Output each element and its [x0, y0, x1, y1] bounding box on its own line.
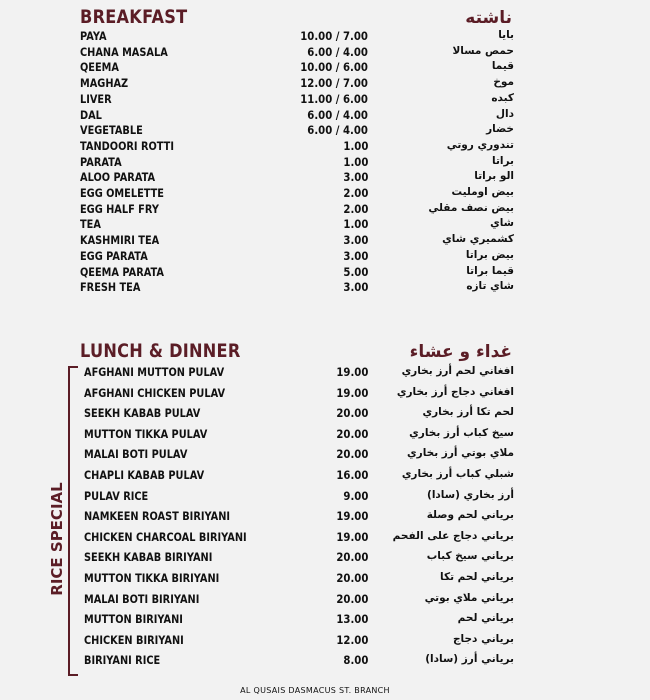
item-name-arabic: افغاني دجاج أرز بخاري — [396, 385, 514, 398]
item-name-arabic: شبلي كباب أرز بخاري — [401, 468, 514, 480]
menu-item — [0, 447, 650, 463]
item-price: 12.00 / 7.00 — [300, 76, 368, 91]
item-name: AFGHANI MUTTON PULAV — [84, 365, 225, 379]
item-price: 9.00 — [343, 488, 368, 503]
item-price: 20.00 — [335, 447, 368, 462]
item-price: 11.00 / 6.00 — [300, 91, 368, 106]
item-name: MUTTON TIKKA BIRIYANI — [84, 571, 220, 585]
item-name-arabic: برياني سيخ كباب — [426, 550, 514, 563]
item-name-arabic: برياني ملاي بوتي — [424, 591, 514, 604]
item-name: MUTTON BIRIYANI — [84, 612, 183, 627]
menu-item — [0, 468, 650, 484]
menu-item — [0, 170, 650, 186]
branch-footer: AL QUSAIS DASMACUS ST. BRANCH — [240, 686, 390, 695]
item-price: 13.00 — [335, 612, 368, 627]
menu-item — [0, 653, 650, 669]
item-name-arabic: الو براتا — [474, 170, 514, 183]
item-price: 19.00 — [335, 529, 368, 544]
menu-item — [0, 592, 650, 608]
lunch-title-arabic: غداء و عشاء — [409, 342, 512, 362]
item-price: 19.00 — [335, 385, 368, 400]
breakfast-title-arabic: ناشته — [465, 8, 512, 28]
item-name: QEEMA — [80, 60, 119, 75]
item-price: 20.00 — [335, 406, 368, 421]
item-price: 3.00 — [343, 248, 368, 263]
item-name-arabic: موخ — [493, 76, 514, 89]
item-name: AFGHANI CHICKEN PULAV — [84, 385, 226, 400]
item-name-arabic: سيخ كباب أرز بخاري — [409, 426, 514, 439]
menu-item — [0, 45, 650, 61]
item-name: PARATA — [80, 154, 122, 169]
item-name: LIVER — [80, 91, 112, 106]
item-name-arabic: دال — [495, 107, 514, 120]
item-name: PULAV RICE — [84, 488, 149, 503]
item-name: SEEKH KABAB BIRIYANI — [84, 550, 213, 565]
item-price: 6.00 / 4.00 — [307, 44, 368, 59]
menu-item — [0, 249, 650, 265]
item-name: CHICKEN BIRIYANI — [84, 632, 184, 647]
item-name-arabic: برياني أرز (سادا) — [425, 653, 514, 666]
item-price: 1.00 — [343, 138, 368, 153]
item-name: MUTTON TIKKA PULAV — [84, 426, 208, 441]
menu-item — [0, 139, 650, 155]
item-price: 20.00 — [335, 550, 368, 565]
item-name: CHICKEN CHARCOAL BIRIYANI — [84, 529, 247, 544]
menu-item — [0, 365, 650, 381]
item-price: 8.00 — [343, 653, 368, 668]
item-price: 10.00 / 6.00 — [300, 60, 368, 75]
menu-item — [0, 123, 650, 139]
item-price: 3.00 — [343, 233, 368, 248]
item-name: EGG OMELETTE — [80, 186, 164, 200]
item-name: EGG HALF FRY — [80, 201, 159, 216]
item-name-arabic: أرز بخاري (سادا) — [427, 488, 514, 501]
item-name-arabic: برياني لحم — [457, 612, 514, 625]
item-name-arabic: برياني دجاج — [452, 632, 514, 645]
item-price: 20.00 — [335, 571, 368, 585]
item-name: MAGHAZ — [80, 76, 129, 91]
item-name: TANDOORI ROTTI — [80, 138, 174, 153]
item-price: 20.00 — [335, 426, 368, 441]
item-name: DAL — [80, 107, 102, 122]
menu-item — [0, 108, 650, 124]
item-name-arabic: بايا — [498, 29, 514, 41]
item-name: NAMKEEN ROAST BIRIYANI — [84, 509, 231, 524]
menu-item — [0, 427, 650, 443]
menu-item — [0, 155, 650, 171]
item-name-arabic: برياني لحم وصلة — [426, 509, 514, 522]
lunch-title: LUNCH & DINNER — [80, 340, 241, 362]
item-price: 19.00 — [335, 365, 368, 379]
menu-item — [0, 571, 650, 587]
item-price: 1.00 — [343, 217, 368, 232]
item-name-arabic: كشميري شاي — [442, 233, 514, 246]
item-price: 19.00 — [335, 509, 368, 524]
item-name-arabic: ملاي بوتي أرز بخاري — [407, 447, 514, 460]
menu-item — [0, 406, 650, 422]
menu-item — [0, 217, 650, 233]
item-name: CHAPLI KABAB PULAV — [84, 468, 205, 482]
item-name: CHANA MASALA — [80, 44, 168, 59]
item-price: 6.00 / 4.00 — [307, 123, 368, 138]
item-name-arabic: شاي تازه — [466, 280, 514, 293]
item-name-arabic: بيض اومليت — [451, 186, 514, 198]
item-price: 5.00 — [343, 264, 368, 279]
breakfast-title: BREAKFAST — [80, 6, 188, 28]
item-name-arabic: بيض براتا — [465, 248, 514, 261]
item-price: 10.00 / 7.00 — [300, 29, 368, 43]
item-name-arabic: كبده — [491, 91, 514, 104]
menu-item — [0, 233, 650, 249]
item-name-arabic: حمص مسالا — [452, 44, 514, 57]
item-price: 1.00 — [343, 154, 368, 169]
menu-item — [0, 386, 650, 402]
item-name-arabic: لحم تكا أرز بخاري — [422, 406, 514, 419]
item-price: 2.00 — [343, 201, 368, 216]
item-name-arabic: افغاني لحم أرز بخاري — [401, 365, 514, 377]
menu-item — [0, 202, 650, 218]
item-name: FRESH TEA — [80, 280, 141, 295]
item-price: 6.00 / 4.00 — [307, 107, 368, 122]
item-price: 3.00 — [343, 280, 368, 295]
menu-item — [0, 76, 650, 92]
item-name: MALAI BOTI BIRIYANI — [84, 591, 200, 606]
menu-item — [0, 280, 650, 296]
item-name-arabic: تندوري روتي — [446, 138, 514, 151]
item-name: QEEMA PARATA — [80, 264, 165, 279]
menu-item — [0, 29, 650, 45]
menu-item — [0, 186, 650, 202]
item-price: 12.00 — [335, 632, 368, 647]
item-name-arabic: برياني دجاج على الفحم — [392, 529, 514, 542]
item-name-arabic: شاي — [490, 217, 514, 230]
item-name-arabic: برياني لحم تكا — [440, 571, 514, 583]
menu-item — [0, 265, 650, 281]
item-name-arabic: براتا — [492, 154, 514, 167]
item-name: VEGETABLE — [80, 123, 143, 138]
item-name: TEA — [80, 217, 101, 232]
item-price: 2.00 — [343, 186, 368, 200]
item-price: 16.00 — [335, 468, 368, 482]
item-name-arabic: قيما — [491, 60, 514, 73]
item-name-arabic: خضار — [486, 123, 514, 136]
menu-item — [0, 550, 650, 566]
item-name: BIRIYANI RICE — [84, 653, 161, 668]
menu-item — [0, 92, 650, 108]
item-name: MALAI BOTI PULAV — [84, 447, 188, 462]
menu-item — [0, 489, 650, 505]
menu-item — [0, 530, 650, 546]
menu-item — [0, 612, 650, 628]
item-name-arabic: بيض نصف مقلي — [428, 201, 514, 214]
item-name-arabic: قيما براتا — [466, 264, 514, 277]
item-name: EGG PARATA — [80, 248, 148, 263]
item-name: KASHMIRI TEA — [80, 233, 160, 248]
item-name: ALOO PARATA — [80, 170, 156, 185]
item-price: 3.00 — [343, 170, 368, 185]
item-name: SEEKH KABAB PULAV — [84, 406, 201, 421]
menu-item — [0, 60, 650, 76]
menu-item — [0, 509, 650, 525]
item-price: 20.00 — [335, 591, 368, 606]
menu-item — [0, 633, 650, 649]
rice-special-label: RICE SPECIAL — [48, 482, 66, 596]
item-name: PAYA — [80, 29, 107, 43]
